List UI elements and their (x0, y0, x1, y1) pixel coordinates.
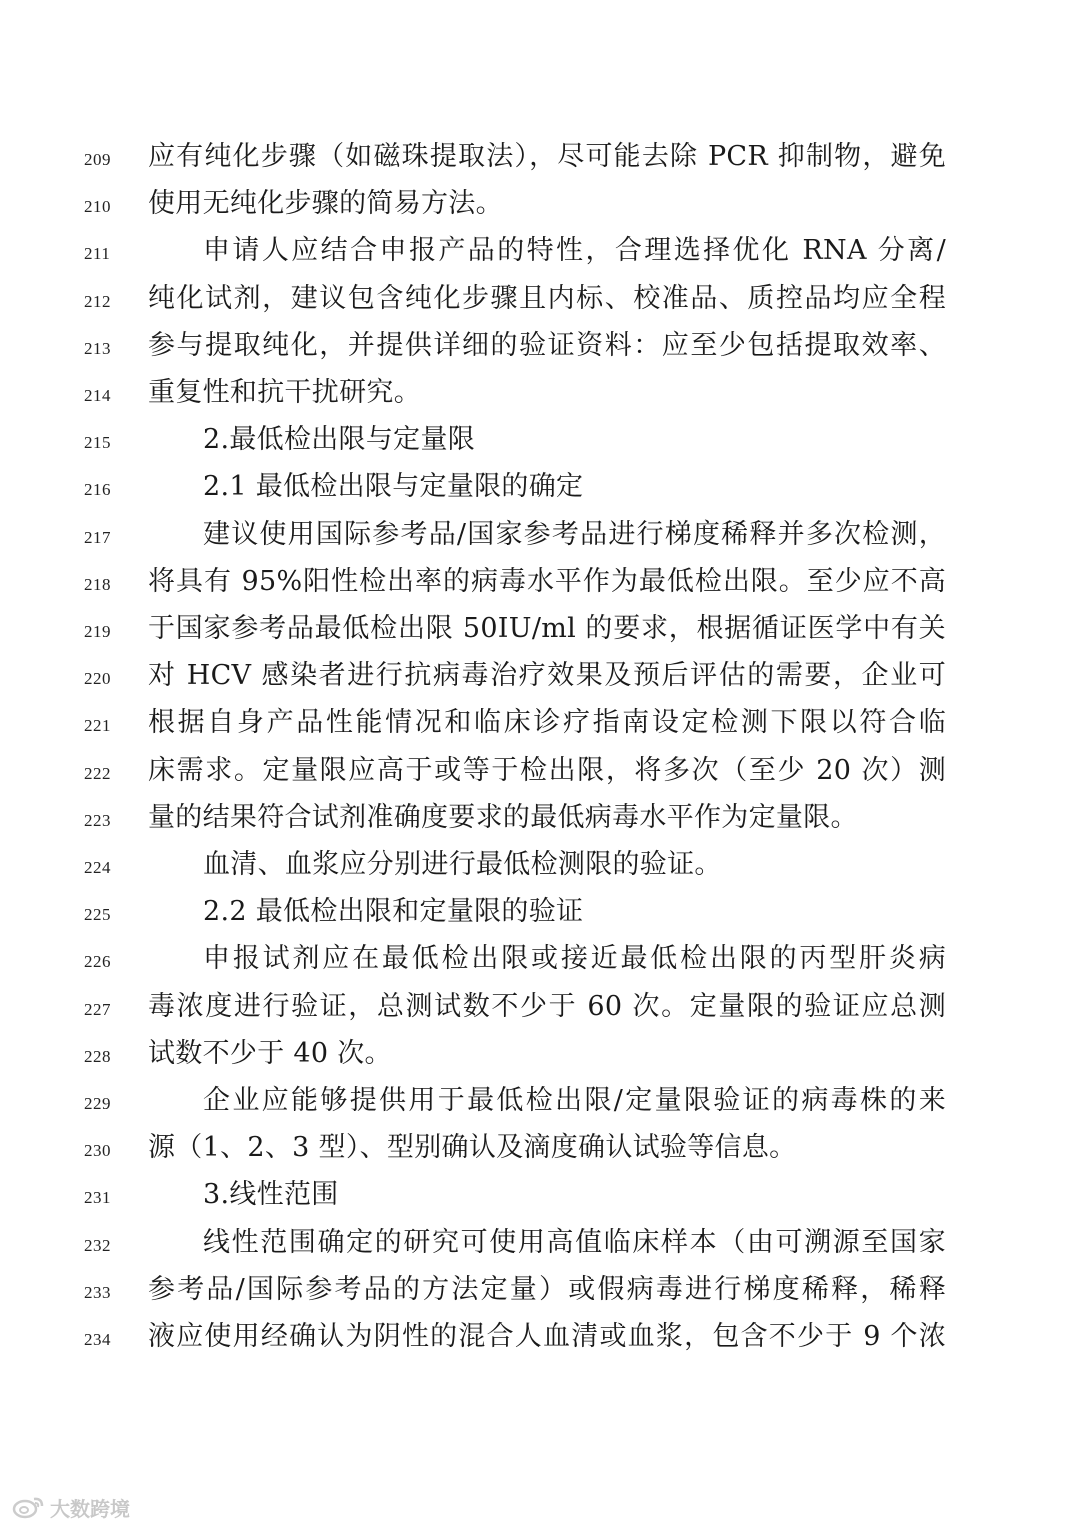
line-number: 222 (84, 763, 111, 783)
watermark (12, 1492, 130, 1522)
document-line (0, 326, 1080, 373)
line-text: 2.2 最低检出限和定量限的验证 (203, 896, 584, 928)
watermark-text: 大数跨境 (50, 1496, 130, 1521)
line-number: 209 (84, 150, 111, 169)
line-number: 224 (84, 858, 111, 877)
document-line (0, 609, 1080, 656)
line-number: 231 (84, 1188, 111, 1208)
line-text: 参考品/国际参考品的方法定量）或假病毒进行梯度稀释，稀释 (148, 1273, 946, 1305)
line-number: 215 (84, 433, 111, 453)
line-number: 230 (84, 1141, 111, 1161)
line-text: 于国家参考品最低检出限 50IU/ml 的要求，根据循证医学中有关 (148, 613, 946, 644)
line-text: 液应使用经确认为阴性的混合人血清或血浆，包含不少于 9 个浓 (148, 1321, 946, 1352)
line-text: 申请人应结合申报产品的特性，合理选择优化 RNA 分离/ (203, 235, 946, 267)
document-line (0, 184, 1080, 231)
document-line (0, 515, 1080, 562)
weibo-logo-icon (12, 1495, 46, 1519)
line-number: 228 (84, 1046, 111, 1066)
line-number: 232 (84, 1235, 111, 1255)
line-number: 220 (84, 669, 111, 689)
document-line (0, 279, 1080, 326)
document-line (0, 939, 1080, 986)
document-line (0, 231, 1080, 278)
line-text: 量的结果符合试剂准确度要求的最低病毒水平作为定量限。 (148, 801, 858, 833)
line-number: 227 (84, 999, 111, 1019)
document-line (0, 137, 1080, 184)
document-line (0, 751, 1080, 798)
line-text: 2.1 最低检出限与定量限的确定 (203, 471, 584, 503)
line-number: 223 (84, 810, 111, 830)
document-line (0, 467, 1080, 514)
line-text: 重复性和抗干扰研究。 (148, 377, 421, 408)
line-number: 229 (84, 1094, 111, 1113)
line-number: 213 (84, 338, 111, 358)
document-line (0, 562, 1080, 609)
line-text: 3.线性范围 (203, 1179, 339, 1211)
document-line (0, 1317, 1080, 1364)
line-text: 床需求。定量限应高于或等于检出限，将多次（至少 20 次）测 (148, 754, 946, 786)
document-line (0, 987, 1080, 1034)
line-text: 企业应能够提供用于最低检出限/定量限验证的病毒株的来 (203, 1085, 946, 1116)
document-line (0, 1175, 1080, 1222)
line-text: 血清、血浆应分别进行最低检测限的验证。 (203, 849, 722, 880)
line-number: 226 (84, 952, 111, 972)
line-number: 225 (84, 905, 111, 925)
line-text: 纯化试剂，建议包含纯化步骤且内标、校准品、质控品均应全程 (148, 282, 946, 314)
line-number: 218 (84, 574, 111, 594)
document-line (0, 373, 1080, 420)
line-text: 应有纯化步骤（如磁珠提取法），尽可能去除 PCR 抑制物，避免 (148, 141, 946, 172)
document-line (0, 1034, 1080, 1081)
document-line (0, 798, 1080, 845)
line-text: 申报试剂应在最低检出限或接近最低检出限的丙型肝炎病 (203, 943, 946, 975)
document-line (0, 845, 1080, 892)
line-number: 234 (84, 1330, 111, 1349)
document-line (0, 1270, 1080, 1317)
document-line (0, 656, 1080, 703)
line-text: 毒浓度进行验证，总测试数不少于 60 次。定量限的验证应总测 (148, 990, 946, 1022)
line-text: 根据自身产品性能情况和临床诊疗指南设定检测下限以符合临 (148, 707, 946, 739)
line-number: 210 (84, 197, 111, 217)
line-text: 将具有 95%阳性检出率的病毒水平作为最低检出限。至少应不高 (148, 565, 946, 597)
document-line (0, 1081, 1080, 1128)
document-line (0, 1223, 1080, 1270)
line-number: 233 (84, 1282, 111, 1302)
document-line (0, 703, 1080, 750)
line-text: 建议使用国际参考品/国家参考品进行梯度稀释并多次检测， (203, 518, 946, 550)
line-number: 221 (84, 716, 111, 736)
line-number: 216 (84, 480, 111, 500)
line-number: 217 (84, 527, 111, 547)
document-line (0, 892, 1080, 939)
line-number: 211 (84, 244, 111, 264)
document-line (0, 420, 1080, 467)
line-text: 试数不少于 40 次。 (148, 1037, 392, 1069)
line-text: 参与提取纯化，并提供详细的验证资料：应至少包括提取效率、 (148, 329, 946, 361)
document-line (0, 1128, 1080, 1175)
line-text: 2.最低检出限与定量限 (203, 424, 476, 456)
line-text: 对 HCV 感染者进行抗病毒治疗效果及预后评估的需要，企业可 (148, 660, 946, 692)
line-text: 线性范围确定的研究可使用高值临床样本（由可溯源至国家 (203, 1226, 946, 1258)
line-number: 212 (84, 291, 111, 311)
line-number: 219 (84, 622, 111, 641)
line-text: 源（1、2、3 型）、型别确认及滴度确认试验等信息。 (148, 1132, 797, 1164)
line-text: 使用无纯化步骤的简易方法。 (148, 188, 503, 220)
line-number: 214 (84, 386, 111, 405)
